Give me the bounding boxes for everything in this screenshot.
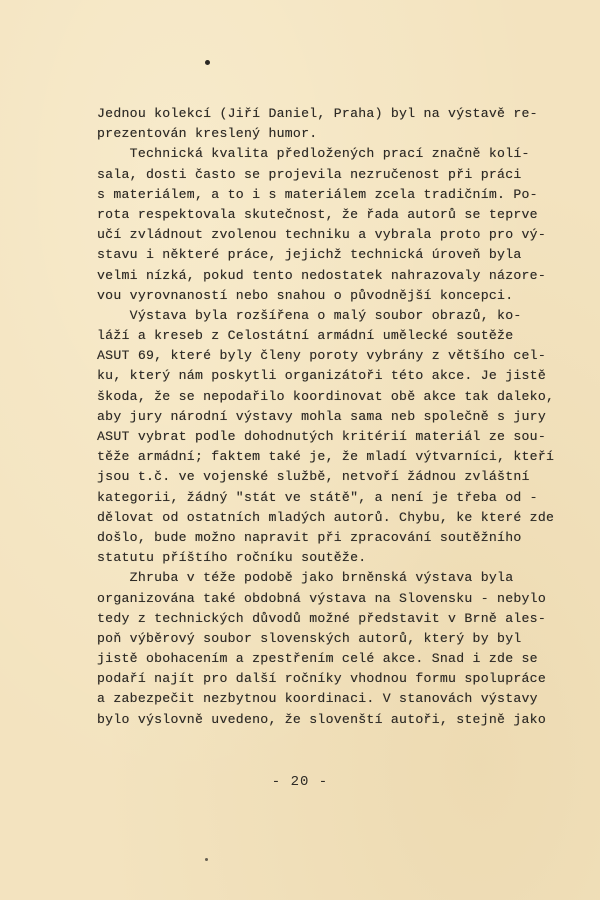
- text-line: aby jury národní výstavy mohla sama neb společně s jury: [97, 408, 547, 424]
- text-line: prezentován kreslený humor.: [97, 126, 318, 142]
- text-line: těže armádní; faktem také je, že mladí výtvarníci, kteří: [97, 449, 555, 465]
- text-line: kategorii, žádný "stát ve státě", a není je třeba od -: [97, 489, 538, 505]
- text-line: statutu příštího ročníku soutěže.: [97, 550, 367, 566]
- text-line: podaří najít pro další ročníky vhodnou formu spolupráce: [97, 671, 547, 687]
- text-line: škoda, že se nepodařilo koordinovat obě akce tak daleko,: [97, 388, 555, 404]
- text-line: učí zvládnout zvolenou techniku a vybrala proto pro vý-: [97, 227, 547, 243]
- text-line: vou vyrovnaností nebo snahou o původnější koncepci.: [97, 287, 514, 303]
- body-text: [97, 104, 567, 730]
- text-line: tedy z technických důvodů možné představit v Brně ales-: [97, 610, 547, 626]
- text-line: organizována také obdobná výstava na Slovensku - nebylo: [97, 590, 547, 606]
- ink-dot: [205, 60, 210, 65]
- text-line: dělovat od ostatních mladých autorů. Chybu, ke které zde: [97, 509, 555, 525]
- text-line: stavu i některé práce, jejichž technická úroveň byla: [97, 247, 522, 263]
- text-line: poň výběrový soubor slovenských autorů, který by byl: [97, 630, 522, 646]
- text-line: Jednou kolekcí (Jiří Daniel, Praha) byl na výstavě re-: [97, 106, 538, 121]
- text-line: láží a kreseb z Celostátní armádní umělecké soutěže: [97, 328, 514, 344]
- page-number: - 20 -: [271, 774, 329, 790]
- text-line: velmi nízká, pokud tento nedostatek nahrazovaly názore-: [97, 267, 547, 283]
- text-line: bylo výslovně uvedeno, že slovenští autoři, stejně jako: [97, 711, 547, 727]
- text-line: jistě obohacením a zpestřením celé akce. Snad i zde se: [97, 651, 538, 667]
- text-line: došlo, bude možno napravit při zpracování soutěžního: [97, 529, 522, 545]
- text-line: Výstava byla rozšířena o malý soubor obrazů, ko-: [97, 307, 522, 323]
- text-line: s materiálem, a to i s materiálem zcela tradičním. Po-: [97, 186, 538, 202]
- text-line: a zabezpečit nezbytnou koordinaci. V stanovách výstavy: [97, 691, 538, 707]
- text-line: Technická kvalita předložených prací značně kolí-: [97, 146, 530, 162]
- text-line: sala, dosti často se projevila nezručenost při práci: [97, 166, 522, 182]
- text-line: ku, který nám poskytli organizátoři této akce. Je jistě: [97, 368, 547, 384]
- text-line: Zhruba v téže podobě jako brněnská výstava byla: [97, 570, 514, 586]
- text-line: ASUT vybrat podle dohodnutých kritérií materiál ze sou-: [97, 429, 547, 444]
- text-line: jsou t.č. ve vojenské službě, netvoří žádnou zvláštní: [97, 469, 530, 485]
- text-line: ASUT 69, které byly členy poroty vybrány z většího cel-: [97, 348, 547, 364]
- ink-dot: [205, 858, 208, 861]
- text-line: rota respektovala skutečnost, že řada autorů se teprve: [97, 206, 538, 222]
